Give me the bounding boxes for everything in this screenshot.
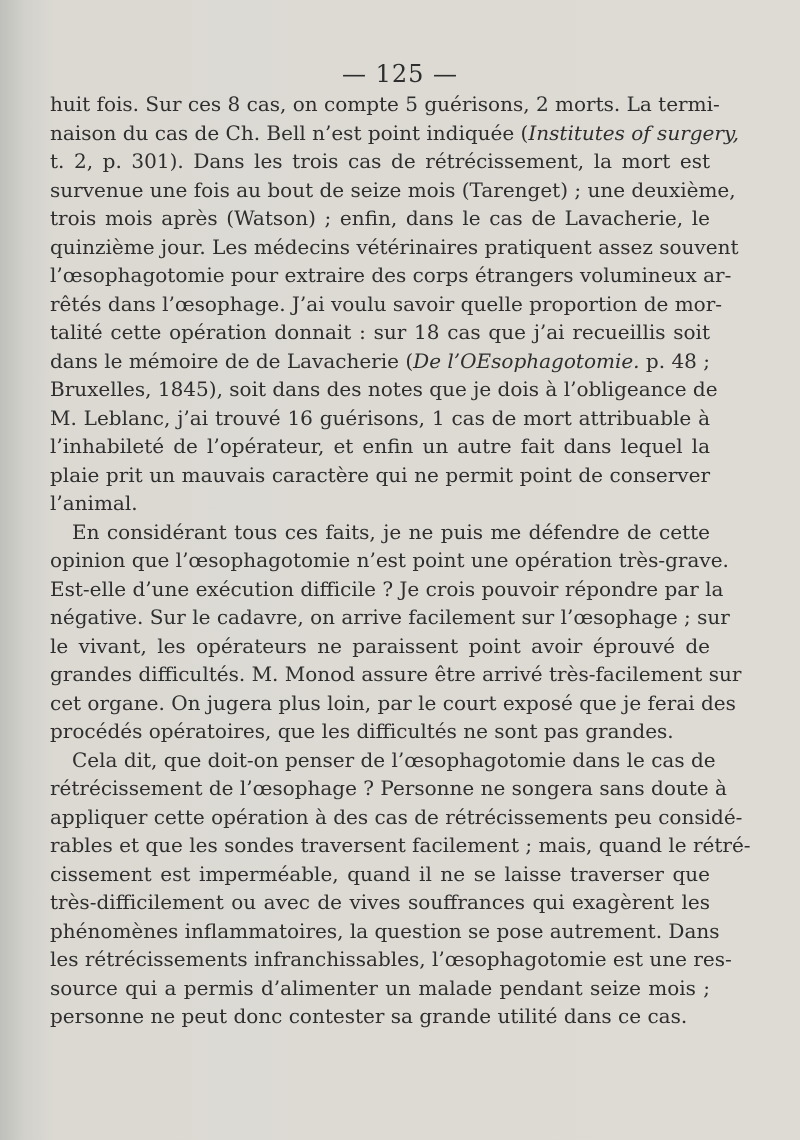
text-line: l’animal. [50, 491, 138, 515]
text-line: personne ne peut donc contester sa grande utilité dans ce cas. [50, 1004, 688, 1028]
text-line: négative. Sur le cadavre, on arrive facilement sur l’œsophage ; sur [50, 605, 730, 629]
text-line: plaie prit un mauvais caractère qui ne permit point de conserver [50, 462, 710, 487]
italic-citation: Institutes of surgery, [528, 120, 739, 145]
text-line [50, 347, 710, 376]
text-line: les rétrécissements infranchissables, l’œsophagotomie est une res- [50, 947, 732, 971]
body-text [50, 90, 751, 1031]
text-line [50, 119, 739, 148]
text-line: Bruxelles, 1845), soit dans des notes que je dois à l’obligeance de [50, 377, 718, 401]
text-line: phénomènes inflammatoires, la question se pose autrement. Dans [50, 918, 720, 943]
text-segment: dans le mémoire de de Lavacherie ( [50, 348, 414, 373]
text-line: appliquer cette opération à des cas de rétrécissements peu considé- [50, 804, 743, 829]
text-line: rétrécissement de l’œsophage ? Personne ne songera sans doute à [50, 776, 727, 800]
text-segment: p. 48 ; [639, 348, 711, 373]
text-line: quinzième jour. Les médecins vétérinaires pratiquent assez souvent [50, 234, 739, 259]
text-line: Cela dit, que doit-on penser de l’œsophagotomie dans le cas de [72, 747, 716, 772]
text-line: très-difficilement ou avec de vives souffrances qui exagèrent les [50, 890, 710, 914]
text-line: l’inhabileté de l’opérateur, et enfin un autre fait dans lequel la [50, 434, 710, 458]
text-line: procédés opératoires, que les difficultés ne sont pas grandes. [50, 719, 674, 743]
italic-citation: De l’OEsophagotomie. [413, 348, 640, 373]
page-number: — 125 — [341, 60, 459, 88]
text-line: talité cette opération donnait : sur 18 cas que j’ai recueillis soit [50, 320, 710, 344]
text-line: survenue une fois au bout de seize mois (Tarenget) ; une deuxième, [50, 177, 736, 202]
text-line: le vivant, les opérateurs ne paraissent point avoir éprouvé de [50, 633, 710, 658]
text-line: grandes difficultés. M. Monod assure être arrivé très-facilement sur [50, 662, 742, 686]
text-segment: naison du cas de Ch. Bell n’est point indiquée ( [50, 120, 529, 145]
text-line: l’œsophagotomie pour extraire des corps étrangers volumineux ar- [50, 263, 732, 287]
text-line: huit fois. Sur ces 8 cas, on compte 5 guérisons, 2 morts. La termi- [50, 92, 720, 116]
text-line: cissement est imperméable, quand il ne se laisse traverser que [50, 861, 710, 886]
text-line: opinion que l’œsophagotomie n’est point une opération très-grave. [50, 548, 729, 572]
text-line: source qui a permis d’alimenter un malade pendant seize mois ; [50, 975, 710, 1000]
text-line: rables et que les sondes traversent facilement ; mais, quand le rétré- [50, 833, 751, 857]
text-line: trois mois après (Watson) ; enfin, dans le cas de Lavacherie, le [50, 206, 710, 230]
text-line: t. 2, p. 301). Dans les trois cas de rétrécissement, la mort est [50, 149, 710, 173]
text-line: cet organe. On jugera plus loin, par le court exposé que je ferai des [50, 690, 736, 715]
text-line: Est-elle d’une exécution difficile ? Je crois pouvoir répondre par la [50, 576, 724, 601]
text-line: rêtés dans l’œsophage. J’ai voulu savoir quelle proportion de mor- [50, 291, 723, 316]
text-line: En considérant tous ces faits, je ne puis me défendre de cette [72, 519, 710, 544]
text-line: M. Leblanc, j’ai trouvé 16 guérisons, 1 cas de mort attribuable à [50, 405, 710, 430]
